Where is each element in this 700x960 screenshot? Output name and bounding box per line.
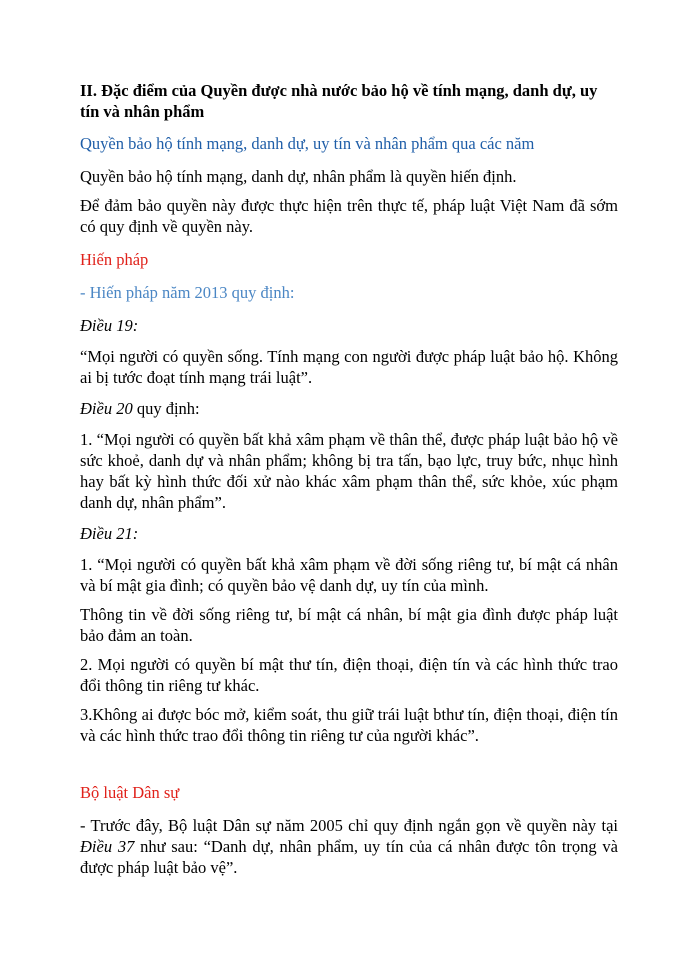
dieu-19-text: “Mọi người có quyền sống. Tính mạng con người được pháp luật bảo hộ. Không ai bị tước đoạt tính mạng trái luật”. bbox=[80, 347, 618, 387]
dieu-19-label: Điều 19: bbox=[80, 316, 139, 335]
intro-paragraph-1: Quyền bảo hộ tính mạng, danh dự, nhân phẩm là quyền hiến định. bbox=[80, 167, 517, 186]
bo-luat-dan-su-heading: Bộ luật Dân sự bbox=[80, 783, 180, 802]
hien-phap-2013-subheading: - Hiến pháp năm 2013 quy định: bbox=[80, 283, 295, 302]
dieu-20-text: 1. “Mọi người có quyền bất khả xâm phạm về thân thể, được pháp luật bảo hộ về sức khoẻ, danh dự và nhân phẩm; không bị tra tấn, bạo lực, truy bức, nhục hình hay bất kỳ hình thức đối xử nào khác xâm phạm thân thể, sức khỏe, xúc phạm danh dự, nhân phẩm”. bbox=[80, 430, 618, 512]
dieu-21-paragraph-4: 3.Không ai được bóc mở, kiểm soát, thu giữ trái luật bthư tín, điện thoại, điện tín và các hình thức trao đổi thông tin riêng tư của người khác”. bbox=[80, 705, 618, 745]
dieu-20-label: Điều 20 bbox=[80, 399, 133, 418]
dieu-37-label: Điều 37 bbox=[80, 837, 135, 856]
dieu-21-paragraph-2: Thông tin về đời sống riêng tư, bí mật cá nhân, bí mật gia đình được pháp luật bảo đảm an toàn. bbox=[80, 605, 618, 645]
bo-luat-paragraph bbox=[80, 815, 618, 878]
intro-paragraph-2: Để đảm bảo quyền này được thực hiện trên thực tế, pháp luật Việt Nam đã sớm có quy định về quyền này. bbox=[80, 196, 618, 236]
dieu-20-label-line bbox=[80, 398, 618, 419]
dieu-21-label: Điều 21: bbox=[80, 524, 139, 543]
dieu-37-text: như sau: “Danh dự, nhân phẩm, uy tín của cá nhân được tôn trọng và được pháp luật bảo vệ”. bbox=[80, 837, 618, 877]
dieu-20-suffix: quy định: bbox=[132, 399, 200, 418]
hien-phap-heading: Hiến pháp bbox=[80, 250, 149, 269]
subtitle-link[interactable]: Quyền bảo hộ tính mạng, danh dự, uy tín và nhân phẩm qua các năm bbox=[80, 134, 535, 153]
dieu-21-paragraph-3: 2. Mọi người có quyền bí mật thư tín, điện thoại, điện tín và các hình thức trao đổi thông tin riêng tư khác. bbox=[80, 655, 618, 695]
dieu-21-paragraph-1: 1. “Mọi người có quyền bất khả xâm phạm về đời sống riêng tư, bí mật cá nhân và bí mật gia đình; có quyền bảo vệ danh dự, uy tín của mình. bbox=[80, 555, 618, 595]
bo-luat-line-1: - Trước đây, Bộ luật Dân sự năm 2005 chỉ quy định ngắn gọn về quyền này tại bbox=[80, 816, 618, 835]
document-page bbox=[80, 80, 618, 878]
section-title: II. Đặc điểm của Quyền được nhà nước bảo hộ về tính mạng, danh dự, uy tín và nhân phẩm bbox=[80, 81, 598, 121]
